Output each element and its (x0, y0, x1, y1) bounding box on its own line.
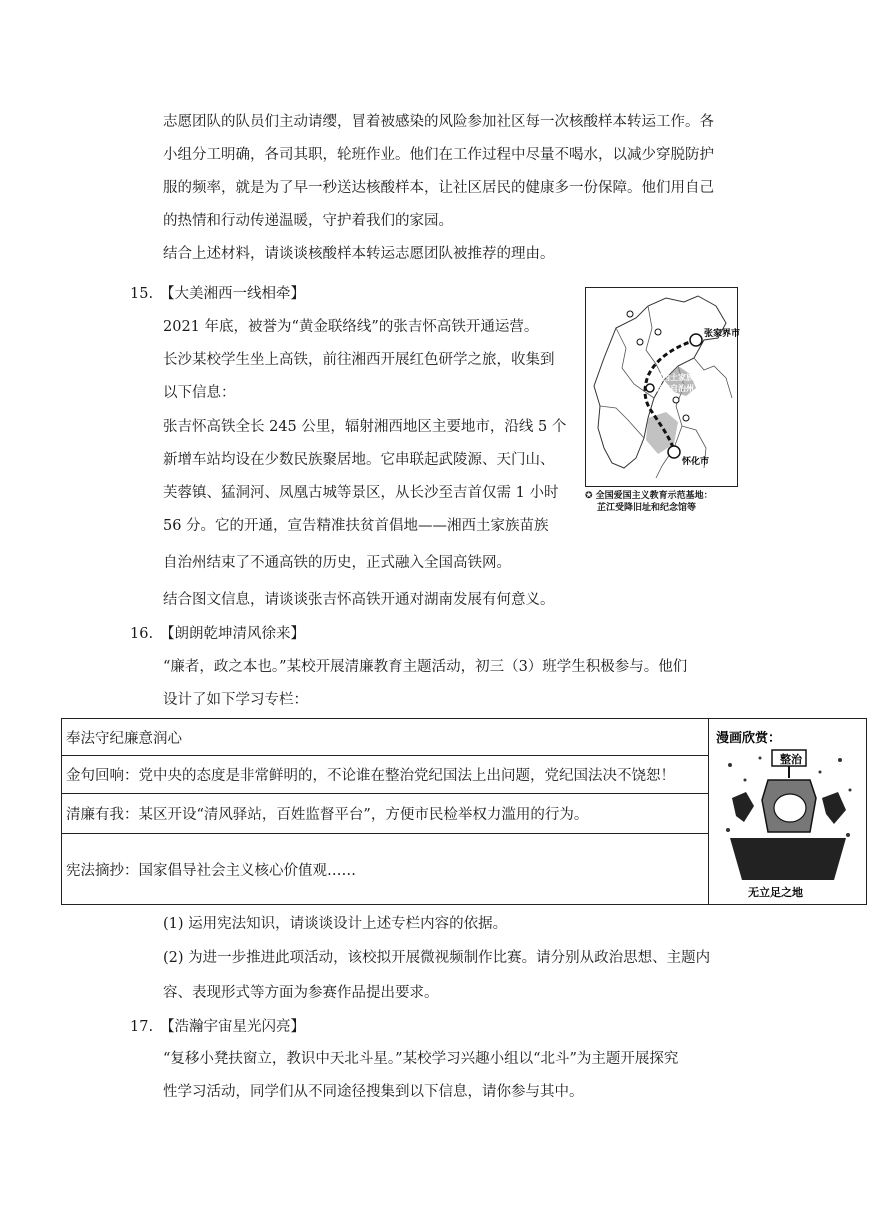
map-caption-line-1: ✪ 全国爱国主义教育示范基地： (585, 491, 713, 501)
q15-line-2: 长沙某校学生坐上高铁，前往湘西开展红色研学之旅，收集到 (163, 352, 555, 368)
table-row-quote: 金句回响：党中央的态度是非常鲜明的，不论谁在整治党纪国法上出问题，党纪国法决不饶恕！ (62, 756, 708, 794)
q15-line-4: 张吉怀高铁全长 245 公里，辐射湘西地区主要地市，沿线 5 个 (163, 419, 567, 435)
table-row-integrity: 清廉有我：某区开设“清风驿站，百姓监督平台”，方便市民检举权力滥用的行为。 (62, 794, 708, 834)
q15-line-1: 2021 年底，被誉为“黄金联络线”的张吉怀高铁开通运营。 (163, 319, 539, 335)
q16-sub-1: (1) 运用宪法知识，请谈谈设计上述专栏内容的依据。 (163, 916, 508, 932)
q16-sub-2-line-1: (2) 为进一步推进此项活动，该校拟开展微视频制作比赛。请分别从政治思想、主题内 (163, 950, 711, 966)
table-row-constitution: 宪法摘抄：国家倡导社会主义核心价值观…… (66, 862, 356, 879)
table-divider (708, 719, 709, 904)
q15-line-3: 以下信息： (163, 385, 236, 401)
q16-line-2: 设计了如下学习专栏： (163, 692, 308, 708)
label-xiangxi-1: 湘西土家族 (654, 373, 694, 382)
q16-sub-2-line-2: 容、表现形式等方面为参赛作品提出要求。 (163, 985, 439, 1001)
q16-line-1: “廉者，政之本也。”某校开展清廉教育主题活动，初三（3）班学生积极参与。他们 (163, 659, 688, 675)
q17-line-2: 性学习活动，同学们从不同途径搜集到以下信息，请你参与其中。 (163, 1084, 584, 1100)
q15-title: 【大美湘西一线相牵】 (160, 286, 305, 302)
cartoon-title: 漫画欣赏： (716, 731, 782, 746)
q17-number: 17. (130, 1019, 154, 1035)
q16-title: 【朗朗乾坤清风徐来】 (160, 626, 305, 642)
railway-map (585, 287, 741, 487)
cartoon-caption: 无立足之地 (748, 886, 803, 899)
cartoon-sign: 整治 (780, 753, 802, 766)
q15-number: 15. (130, 286, 154, 302)
intro-line-3: 服的频率，就是为了早一秒送达核酸样本，让社区居民的健康多一份保障。他们用自己 (163, 180, 714, 196)
q17-line-1: “复移小凳扶窗立，教识中天北斗星。”某校学习兴趣小组以“北斗”为主题开展探究 (163, 1051, 679, 1067)
q15-question: 结合图文信息，请谈谈张吉怀高铁开通对湖南发展有何意义。 (163, 592, 555, 608)
map-drawing (586, 288, 741, 485)
cartoon-illustration (710, 720, 866, 903)
intro-line-4: 的热情和行动传递温暖，守护着我们的家园。 (163, 213, 453, 229)
cartoon-cell (710, 720, 866, 903)
label-zhangjiajie: 张家界市 (704, 329, 741, 339)
q15-line-8: 自治州结束了不通高铁的历史，正式融入全国高铁网。 (163, 555, 511, 571)
q17-title: 【浩瀚宇宙星光闪亮】 (160, 1019, 305, 1035)
intro-question: 结合上述材料，请谈谈核酸样本转运志愿团队被推荐的理由。 (163, 246, 555, 262)
label-xiangxi-2: 苗族自治州 (654, 384, 694, 393)
intro-line-1: 志愿团队的队员们主动请缨，冒着被感染的风险参加社区每一次核酸样本转运工作。各 (163, 114, 714, 130)
q15-line-5: 新增车站均设在少数民族聚居地。它串联起武陵源、天门山、 (163, 452, 555, 468)
intro-line-2: 小组分工明确，各司其职，轮班作业。他们在工作过程中尽量不喝水，以减少穿脱防护 (163, 147, 714, 163)
q15-line-6: 芙蓉镇、猛洞河、凤凰古城等景区，从长沙至吉首仅需 1 小时 (163, 485, 559, 501)
map-caption (585, 490, 745, 514)
map-caption-line-2: 芷江受降旧址和纪念馆等 (597, 503, 697, 513)
study-column-table (61, 718, 867, 905)
q16-number: 16. (130, 626, 154, 642)
table-row-title: 奉法守纪廉意润心 (62, 719, 708, 756)
label-huaihua: 怀化市 (682, 457, 710, 467)
q15-line-7: 56 分。它的开通，宣告精准扶贫首倡地——湘西土家族苗族 (163, 518, 549, 534)
